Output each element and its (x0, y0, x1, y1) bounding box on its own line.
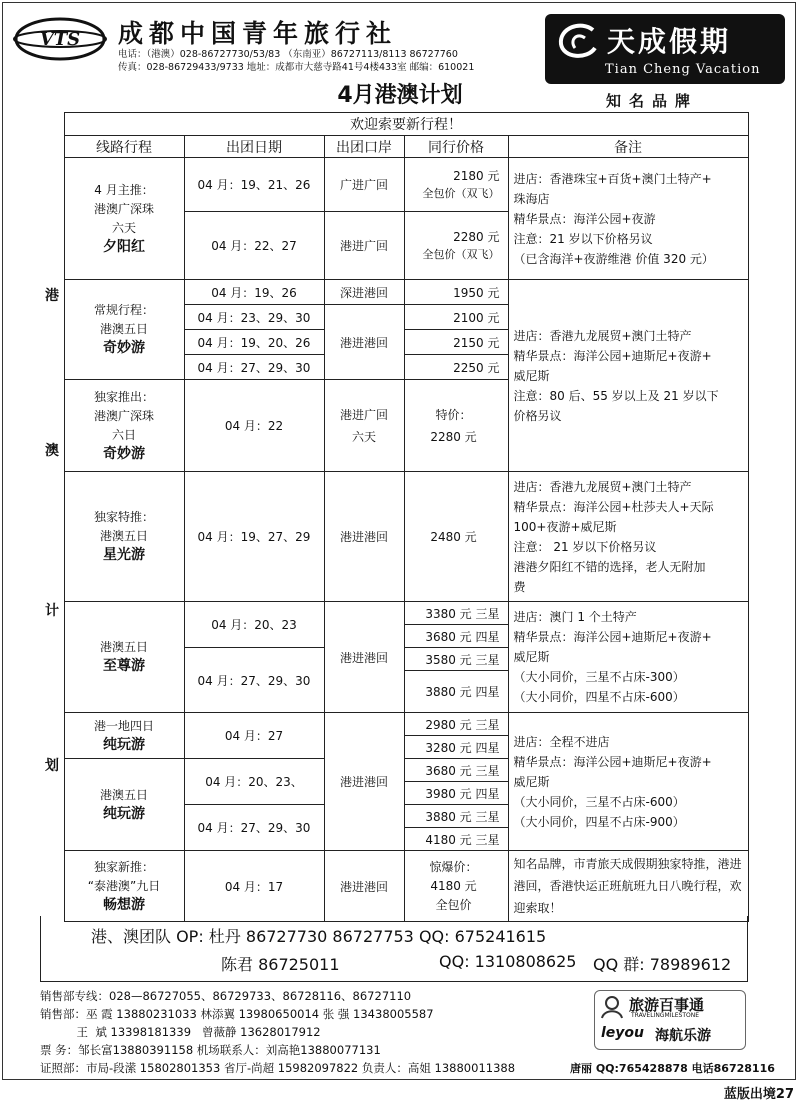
remark-cell: 进店：香港九龙展贸+澳门土特产 精华景点：海洋公园+迪斯尼+夜游+ 威尼斯 注意：80 后、55 岁以上及 21 岁以下 价格另议 (508, 280, 748, 472)
brand-box (545, 14, 785, 84)
date-cell: 04 月：20、23 (184, 602, 324, 648)
brand-swirl-icon (555, 22, 601, 62)
table-row (40, 602, 748, 625)
stamp-title: 旅游百事通 (629, 996, 705, 1014)
date-cell: 04 月：27 (184, 713, 324, 759)
table-row (40, 472, 748, 602)
sidebar-label: 澳 (45, 443, 59, 459)
price-cell: 2100 元 (404, 305, 508, 330)
date-cell: 04 月：19、21、26 (184, 158, 324, 212)
price-cell: 3980 元 四星 (404, 782, 508, 805)
port-cell: 港进广回 (324, 212, 404, 280)
port-cell: 港进港回 (324, 305, 404, 380)
date-cell: 04 月：22、27 (184, 212, 324, 280)
date-cell: 04 月：19、27、29 (184, 472, 324, 602)
price-cell: 3280 元 四星 (404, 736, 508, 759)
remark-cell: 进店：香港珠宝+百货+澳门土特产+ 珠海店 精华景点：海洋公园+夜游 注意：21 岁以下价格另议 （已含海洋+夜游维港 价值 320 元） (508, 158, 748, 280)
agency-logo (12, 14, 108, 64)
date-cell: 04 月：17 (184, 851, 324, 922)
route-cell: 港澳五日 至尊游 (64, 602, 184, 713)
date-cell: 04 月：22 (184, 380, 324, 472)
date-cell: 04 月：19、26 (184, 280, 324, 305)
price-cell: 2180 元 全包价（双飞） (404, 158, 508, 212)
price-cell: 2480 元 (404, 472, 508, 602)
team-contact-name2: 陈君 86725011 (221, 955, 340, 974)
header-port: 出团口岸 (324, 136, 404, 158)
port-cell: 港进广回 六天 (324, 380, 404, 472)
team-contact (40, 916, 748, 982)
footer-visa: 证照部：市局-段潆 15802801353 省厅-尚超 15982097822 负责人：高姐 13880011388 (40, 1061, 516, 1075)
header-date: 出团日期 (184, 136, 324, 158)
table-row (40, 851, 748, 922)
team-contact-qq-group: QQ 群: 78989612 (593, 955, 732, 974)
price-cell: 1950 元 (404, 280, 508, 305)
remark-cell: 进店：香港九龙展贸+澳门土特产 精华景点：海洋公园+杜莎夫人+天际 100+夜游+威尼斯 注意： 21 岁以下价格另议 港港夕阳红不错的选择，老人无附加 费 (508, 472, 748, 602)
header-remark: 备注 (508, 136, 748, 158)
port-cell: 港进港回 (324, 602, 404, 713)
page-number: 蓝版出境27 (723, 1087, 794, 1102)
price-cell: 2280 元 全包价（双飞） (404, 212, 508, 280)
remark-cell: 进店：全程不进店 精华景点：海洋公园+迪斯尼+夜游+ 威尼斯 （大小同价，三星不占床-600） （大小同价，四星不占床-900） (508, 713, 748, 851)
price-cell: 2980 元 三星 (404, 713, 508, 736)
partner-stamp (594, 990, 746, 1050)
route-cell: 独家推出： 港澳广深珠 六日 奇妙游 (64, 380, 184, 472)
brand-name-en: Tian Cheng Vacation (605, 62, 761, 77)
port-cell: 港进港回 (324, 713, 404, 851)
route-cell: 4 月主推： 港澳广深珠 六天 夕阳红 (64, 158, 184, 280)
brand-tagline: 知名品牌 (606, 92, 699, 110)
sidebar-label: 计 (45, 603, 59, 619)
price-cell: 4180 元 三星 (404, 828, 508, 851)
footer-ticketing: 票 务：邹长富13880391158 机场联系人：刘高艳13880077131 (40, 1043, 381, 1057)
remark-cell: 进店：澳门 1 个土特产 精华景点：海洋公园+迪斯尼+夜游+ 威尼斯 （大小同价，三星不占床-300） （大小同价，四星不占床-600） (508, 602, 748, 713)
price-cell: 3380 元 三星 (404, 602, 508, 625)
brand-name-cn: 天成假期 (607, 25, 732, 58)
price-cell: 3680 元 三星 (404, 759, 508, 782)
date-cell: 04 月：27、29、30 (184, 355, 324, 380)
price-cell: 3680 元 四星 (404, 625, 508, 648)
date-cell: 04 月：19、20、26 (184, 330, 324, 355)
price-cell: 惊爆价： 4180 元 全包价 (404, 851, 508, 922)
stamp-leyou: leyou (601, 1025, 645, 1041)
footer-sales-2: 王 斌 13398181339 曾薇静 13628017912 (40, 1025, 321, 1039)
itinerary-table (40, 112, 749, 922)
footer-sales: 销售部：巫 霞 13880231033 林添翼 13980650014 张 强 13438005587 (40, 1007, 434, 1021)
port-cell: 深进港回 (324, 280, 404, 305)
header-route: 线路行程 (64, 136, 184, 158)
page-title: 4月港澳计划 (337, 83, 463, 108)
traveler-icon (599, 995, 625, 1019)
stamp-subtitle: TRAVELINGMILESTONE (631, 1012, 700, 1019)
date-cell: 04 月：20、23、 (184, 759, 324, 805)
port-cell: 港进港回 (324, 472, 404, 602)
route-cell: 独家特推： 港澳五日 星光游 (64, 472, 184, 602)
price-cell: 特价： 2280 元 (404, 380, 508, 472)
footer-qq: 唐丽 QQ:765428878 电话86728116 (570, 1062, 775, 1075)
sidebar-label: 港 (45, 288, 59, 304)
contact-fax-address: 传真：028-86729433/9733 地址：成都市大慈寺路41号4楼433室 邮编：610021 (118, 62, 475, 73)
remark-cell: 知名品牌，市青旅天成假期独家特推，港进港回，香港快运正班航班九日八晚行程，欢迎索取！ (508, 851, 748, 922)
price-cell: 2250 元 (404, 355, 508, 380)
sidebar-label: 划 (45, 758, 59, 774)
contact-phone: 电话：（港澳）028-86727730/53/83 （东南亚）86727113/8113 86727760 (118, 49, 458, 60)
stamp-haihang: 海航乐游 (655, 1028, 711, 1044)
logo-text: VTS (39, 29, 81, 50)
table-row (40, 280, 748, 305)
team-contact-line1: 港、澳团队 OP: 杜丹 86727730 86727753 QQ: 675241615 (91, 927, 547, 946)
footer-sales-hotline: 销售部专线：028—86727055、86729733、86728116、86727110 (40, 989, 412, 1003)
table-row (40, 158, 748, 212)
date-cell: 04 月：27、29、30 (184, 648, 324, 713)
table-row (40, 713, 748, 736)
price-cell: 2150 元 (404, 330, 508, 355)
header-price: 同行价格 (404, 136, 508, 158)
date-cell: 04 月：27、29、30 (184, 805, 324, 851)
port-cell: 广进广回 (324, 158, 404, 212)
route-cell: 港澳五日 纯玩游 (64, 759, 184, 851)
price-cell: 3880 元 四星 (404, 671, 508, 713)
port-cell: 港进港回 (324, 851, 404, 922)
route-cell: 独家新推： “泰港澳”九日 畅想游 (64, 851, 184, 922)
price-cell: 3880 元 三星 (404, 805, 508, 828)
welcome-banner: 欢迎索要新行程！ (64, 113, 748, 136)
agency-name: 成都中国青年旅行社 (118, 19, 398, 48)
route-cell: 港一地四日 纯玩游 (64, 713, 184, 759)
team-contact-qq2: QQ: 1310808625 (439, 952, 577, 971)
price-cell: 3580 元 三星 (404, 648, 508, 671)
route-cell: 常规行程： 港澳五日 奇妙游 (64, 280, 184, 380)
date-cell: 04 月：23、29、30 (184, 305, 324, 330)
